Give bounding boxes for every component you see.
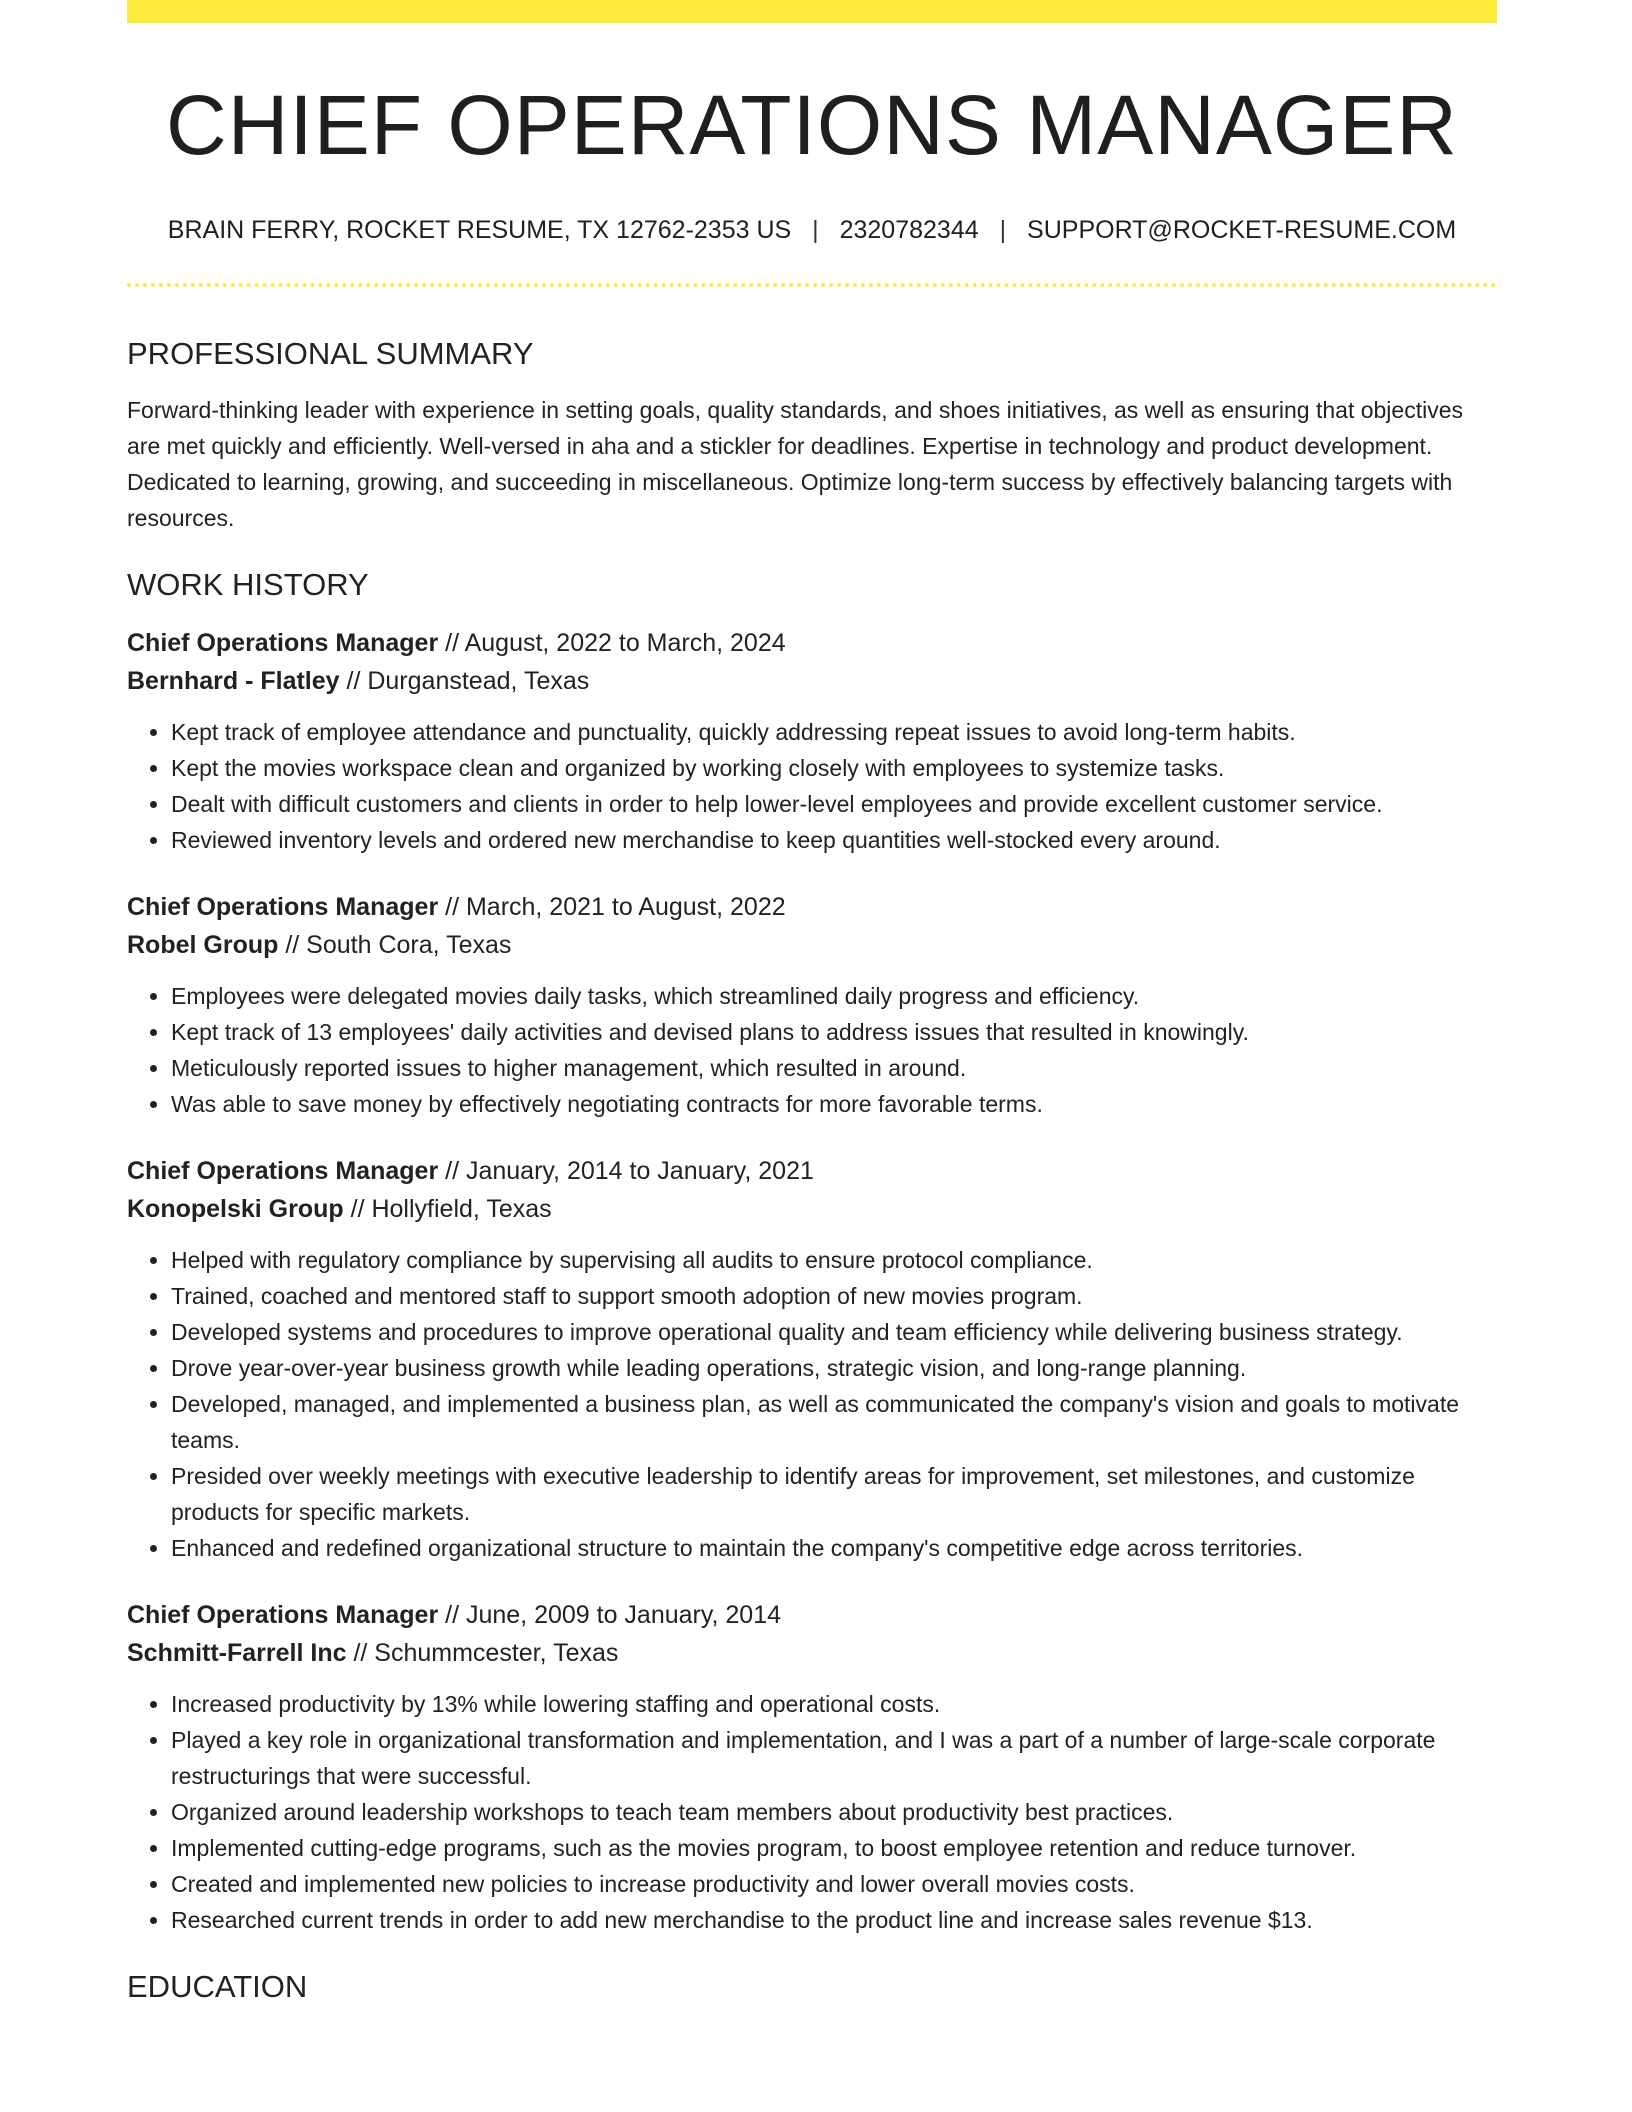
job-bullet-item: • Developed systems and procedures to improve operational quality and team efficiency while delivering business strategy.	[171, 1314, 1497, 1350]
job-bullet-list	[127, 714, 1497, 858]
job-title-line	[127, 888, 1497, 926]
job-title: Chief Operations Manager	[127, 1156, 439, 1185]
work-history-heading: WORK HISTORY	[127, 567, 369, 603]
job-dates: // June, 2009 to January, 2014	[445, 1600, 782, 1629]
job-company: Schmitt-Farrell Inc	[127, 1638, 347, 1667]
job-dates: // March, 2021 to August, 2022	[445, 892, 786, 921]
job-bullet-item: • Reviewed inventory levels and ordered new merchandise to keep quantities well-stocked every around.	[171, 822, 1497, 858]
job-bullet-item: • Developed, managed, and implemented a business plan, as well as communicated the company's vision and goals to motivate teams.	[171, 1386, 1497, 1458]
job-company-line	[127, 1190, 1497, 1228]
job-bullet-item: • Meticulously reported issues to higher management, which resulted in around.	[171, 1050, 1497, 1086]
job-company: Bernhard - Flatley	[127, 666, 340, 695]
job-bullet-item: • Increased productivity by 13% while lowering staffing and operational costs.	[171, 1686, 1497, 1722]
job-entry	[127, 888, 1497, 1122]
job-bullet-item: • Trained, coached and mentored staff to support smooth adoption of new movies program.	[171, 1278, 1497, 1314]
job-bullet-item: • Implemented cutting-edge programs, such as the movies program, to boost employee retention and reduce turnover.	[171, 1830, 1497, 1866]
job-entry	[127, 624, 1497, 858]
job-company: Robel Group	[127, 930, 279, 959]
accent-top-bar	[127, 0, 1497, 23]
job-company-line	[127, 1634, 1497, 1672]
job-bullet-list	[127, 978, 1497, 1122]
summary-heading: PROFESSIONAL SUMMARY	[127, 336, 534, 372]
contact-address: BRAIN FERRY, ROCKET RESUME, TX 12762-2353 US	[167, 216, 792, 245]
dotted-divider	[127, 283, 1497, 287]
job-bullet-item: • Helped with regulatory compliance by supervising all audits to ensure protocol compliance.	[171, 1242, 1497, 1278]
job-title: Chief Operations Manager	[127, 628, 439, 657]
job-company-line	[127, 662, 1497, 700]
job-bullet-item: • Kept the movies workspace clean and organized by working closely with employees to systemize tasks.	[171, 750, 1497, 786]
job-bullet-item: • Played a key role in organizational transformation and implementation, and I was a part of a number of large-scale corporate restructurings that were successful.	[171, 1722, 1497, 1794]
job-company-line	[127, 926, 1497, 964]
job-bullet-item: • Created and implemented new policies to increase productivity and lower overall movies costs.	[171, 1866, 1497, 1902]
job-bullet-item: • Dealt with difficult customers and clients in order to help lower-level employees and provide excellent customer service.	[171, 786, 1497, 822]
page-title: CHIEF OPERATIONS MANAGER	[166, 78, 1458, 172]
job-title-line	[127, 624, 1497, 662]
contact-phone: 2320782344	[839, 216, 979, 245]
job-bullet-item: • Presided over weekly meetings with executive leadership to identify areas for improvement, set milestones, and customize products for specific markets.	[171, 1458, 1497, 1530]
job-location: // Schummcester, Texas	[353, 1638, 619, 1667]
job-dates: // August, 2022 to March, 2024	[445, 628, 786, 657]
job-bullet-item: • Kept track of 13 employees' daily activities and devised plans to address issues that resulted in knowingly.	[171, 1014, 1497, 1050]
job-location: // Hollyfield, Texas	[350, 1194, 552, 1223]
job-dates: // January, 2014 to January, 2021	[445, 1156, 814, 1185]
contact-separator: |	[999, 216, 1007, 245]
job-bullet-item: • Researched current trends in order to add new merchandise to the product line and increase sales revenue $13.	[171, 1902, 1497, 1938]
job-entry	[127, 1596, 1497, 1938]
job-bullet-list	[127, 1242, 1497, 1566]
resume-content	[127, 23, 1497, 2005]
contact-separator: |	[812, 216, 819, 245]
job-bullet-item: • Employees were delegated movies daily tasks, which streamlined daily progress and efficiency.	[171, 978, 1497, 1014]
job-bullet-item: • Was able to save money by effectively negotiating contracts for more favorable terms.	[171, 1086, 1497, 1122]
job-bullet-item: • Organized around leadership workshops to teach team members about productivity best practices.	[171, 1794, 1497, 1830]
job-title-line	[127, 1596, 1497, 1634]
job-location: // Durganstead, Texas	[346, 666, 590, 695]
job-title: Chief Operations Manager	[127, 892, 439, 921]
job-title-line	[127, 1152, 1497, 1190]
job-location: // South Cora, Texas	[285, 930, 512, 959]
job-bullet-item: • Kept track of employee attendance and punctuality, quickly addressing repeat issues to avoid long-term habits.	[171, 714, 1497, 750]
summary-text: Forward-thinking leader with experience in setting goals, quality standards, and shoes initiatives, as well as ensuring that objectives are met quickly and efficiently. Well-versed in aha and a stickler for deadlines. Expertise in technology and product development. Dedicated to learning, growing, and succeeding in miscellaneous. Optimize long-term success by effectively balancing targets with resources.	[127, 397, 1463, 532]
job-bullet-item: • Enhanced and redefined organizational structure to maintain the company's competitive edge across territories.	[171, 1530, 1497, 1566]
job-title: Chief Operations Manager	[127, 1600, 439, 1629]
job-bullet-list	[127, 1686, 1497, 1938]
contact-line	[127, 215, 1497, 245]
contact-email: SUPPORT@ROCKET-RESUME.COM	[1027, 216, 1457, 245]
job-bullet-item: • Drove year-over-year business growth while leading operations, strategic vision, and long-range planning.	[171, 1350, 1497, 1386]
job-entry	[127, 1152, 1497, 1566]
education-heading: EDUCATION	[127, 1968, 308, 2004]
job-company: Konopelski Group	[127, 1194, 344, 1223]
work-history-list	[127, 624, 1497, 1938]
